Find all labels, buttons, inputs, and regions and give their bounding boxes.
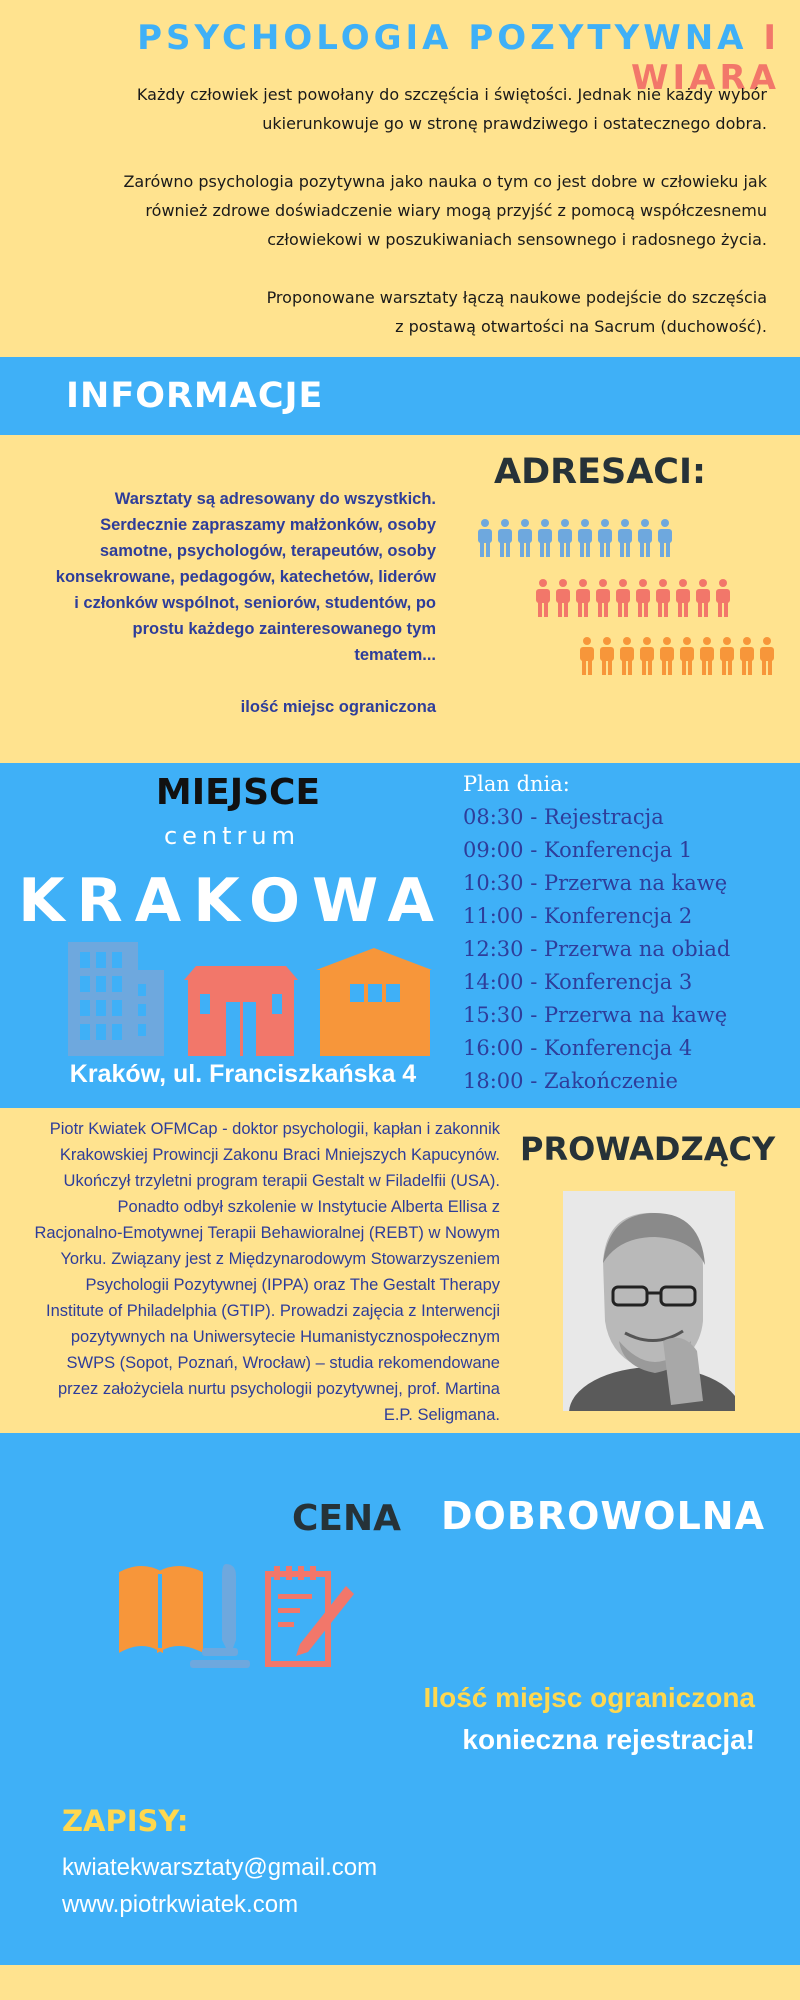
bio-line: Krakowskiej Prowincji Zakonu Braci Mniejszych Kapucynów. — [59, 1146, 500, 1164]
bio-line: Racjonalno-Emotywnej Terapii Behawioralnej (REBT) w Nowym — [34, 1224, 500, 1242]
person-icon — [555, 579, 571, 617]
person-icon — [695, 579, 711, 617]
place-heading: MIEJSCE — [155, 772, 321, 813]
audience-line: Serdecznie zapraszamy małżonków, osoby — [100, 516, 436, 534]
buildings-illustration — [60, 940, 440, 1058]
place-address: Kraków, ul. Franciszkańska 4 — [69, 1060, 417, 1088]
host-photo — [563, 1191, 735, 1411]
person-icon — [579, 637, 595, 675]
plan-item: 16:00 - Konferencja 4 — [463, 1036, 693, 1060]
plan-title: Plan dnia: — [463, 772, 570, 796]
person-icon — [679, 637, 695, 675]
bio-line: Yorku. Związany jest z Międzynarodowym Stowarzyszeniem — [60, 1250, 500, 1268]
bio-line: Psychologii Pozytywnej (IPPA) oraz The Gestalt Therapy — [85, 1276, 500, 1294]
audience-heading: ADRESACI: — [494, 452, 706, 492]
intro-text — [20, 80, 767, 341]
signup-website[interactable]: www.piotrkwiatek.com — [62, 1891, 299, 1918]
limited-seats-banner: Ilość miejsc ograniczona — [423, 1682, 755, 1713]
person-icon — [655, 579, 671, 617]
person-icon — [597, 519, 613, 557]
intro-line: z postawą otwartości na Sacrum (duchowość). — [395, 317, 767, 336]
intro-line: Każdy człowiek jest powołany do szczęścia i świętości. Jednak nie każdy wybór — [136, 85, 767, 104]
people-row-blue — [477, 519, 673, 557]
plan-item: 18:00 - Zakończenie — [463, 1069, 678, 1093]
office-building-icon — [68, 942, 164, 1056]
price-value: DOBROWOLNA — [441, 1494, 766, 1538]
intro-line: również zdrowe doświadczenie wiary mogą przyjść z pomocą współczesnemu — [145, 201, 767, 220]
title-part-1: PSYCHOLOGIA POZYTYWNA — [137, 18, 748, 58]
signup-heading: ZAPISY: — [62, 1804, 189, 1838]
bio-line: Institute of Philadelphia (GTIP). Prowadzi zajęcia z Interwencji — [46, 1302, 500, 1320]
person-icon — [619, 637, 635, 675]
townhouse-icon — [184, 966, 298, 1056]
host-bio — [2, 1116, 500, 1428]
plan-item: 12:30 - Przerwa na obiad — [463, 937, 731, 961]
bio-line: Piotr Kwiatek OFMCap - doktor psychologii, kapłan i zakonnik — [49, 1120, 500, 1138]
signup-email[interactable]: kwiatekwarsztaty@gmail.com — [62, 1854, 378, 1881]
person-icon — [657, 519, 673, 557]
bio-line: Ukończył trzyletni program terapii Gestalt w Filadelfii (USA). — [63, 1172, 500, 1190]
person-icon — [517, 519, 533, 557]
notepad-pencil-icon — [268, 1566, 354, 1664]
title-part-2: I WIARA — [631, 18, 780, 98]
audience-line: Warsztaty są adresowany do wszystkich. — [114, 490, 436, 508]
person-icon — [615, 579, 631, 617]
plan-item: 11:00 - Konferencja 2 — [463, 904, 693, 928]
person-icon — [497, 519, 513, 557]
price-label: CENA — [292, 1498, 402, 1539]
person-icon — [557, 519, 573, 557]
person-icon — [637, 519, 653, 557]
person-icon — [639, 637, 655, 675]
bio-line: E.P. Seligmana. — [383, 1406, 500, 1424]
person-icon — [535, 579, 551, 617]
intro-line: ukierunkowuje go w stronę prawdziwego i ostatecznego dobra. — [262, 114, 767, 133]
audience-text — [20, 486, 436, 720]
intro-line: Zarówno psychologia pozytywna jako nauka o tym co jest dobre w człowieku jak — [123, 172, 767, 191]
person-icon — [595, 579, 611, 617]
plan-item: 10:30 - Przerwa na kawę — [463, 871, 728, 895]
people-row-orange — [579, 637, 775, 675]
plan-item: 15:30 - Przerwa na kawę — [463, 1003, 728, 1027]
audience-line: prostu każdego zainteresowanego tym — [132, 620, 436, 638]
stationery-illustration — [118, 1560, 358, 1680]
person-icon — [739, 637, 755, 675]
bio-line: przez założyciela nurtu psychologii pozytywnej, prof. Martina — [57, 1380, 500, 1398]
bio-line: SWPS (Sopot, Poznań, Wrocław) – studia rekomendowane — [66, 1354, 500, 1372]
person-icon — [617, 519, 633, 557]
place-subheading: centrum — [163, 822, 301, 850]
audience-line: konsekrowane, pedagogów, katechetów, liderów — [55, 568, 436, 586]
person-icon — [577, 519, 593, 557]
audience-line: tematem... — [354, 646, 436, 664]
person-icon — [675, 579, 691, 617]
person-icon — [477, 519, 493, 557]
footer-strip — [0, 1965, 800, 2000]
intro-line: Proponowane warsztaty łączą naukowe podejście do szczęścia — [266, 288, 767, 307]
registration-required: konieczna rejestracja! — [462, 1724, 755, 1755]
day-plan — [463, 768, 793, 1098]
person-icon — [759, 637, 775, 675]
intro-line: człowiekowi w poszukiwaniach sensownego i radosnego życia. — [267, 230, 767, 249]
info-heading: INFORMACJE — [66, 376, 324, 416]
city-name: KRAKOWA — [18, 866, 446, 936]
portrait-image — [563, 1191, 735, 1411]
plan-item: 08:30 - Rejestracja — [463, 805, 664, 829]
person-icon — [719, 637, 735, 675]
person-icon — [699, 637, 715, 675]
house-icon — [316, 948, 432, 1056]
person-icon — [659, 637, 675, 675]
audience-line: i członków wspólnot, seniorów, studentów, po — [74, 594, 436, 612]
person-icon — [575, 579, 591, 617]
limited-seats-note: ilość miejsc ograniczona — [240, 698, 436, 716]
plan-item: 09:00 - Konferencja 1 — [463, 838, 693, 862]
host-heading: PROWADZĄCY — [520, 1130, 776, 1168]
bio-line: pozytywnych na Uniwersytecie Humanistycznospołecznym — [70, 1328, 500, 1346]
bio-line: Ponadto odbył szkolenie w Instytucie Alberta Ellisa z — [117, 1198, 500, 1216]
plan-item: 14:00 - Konferencja 3 — [463, 970, 693, 994]
person-icon — [715, 579, 731, 617]
person-icon — [537, 519, 553, 557]
person-icon — [635, 579, 651, 617]
audience-line: samotne, psychologów, terapeutów, osoby — [99, 542, 436, 560]
people-row-red — [535, 579, 731, 617]
book-icon — [122, 1569, 200, 1648]
person-icon — [599, 637, 615, 675]
